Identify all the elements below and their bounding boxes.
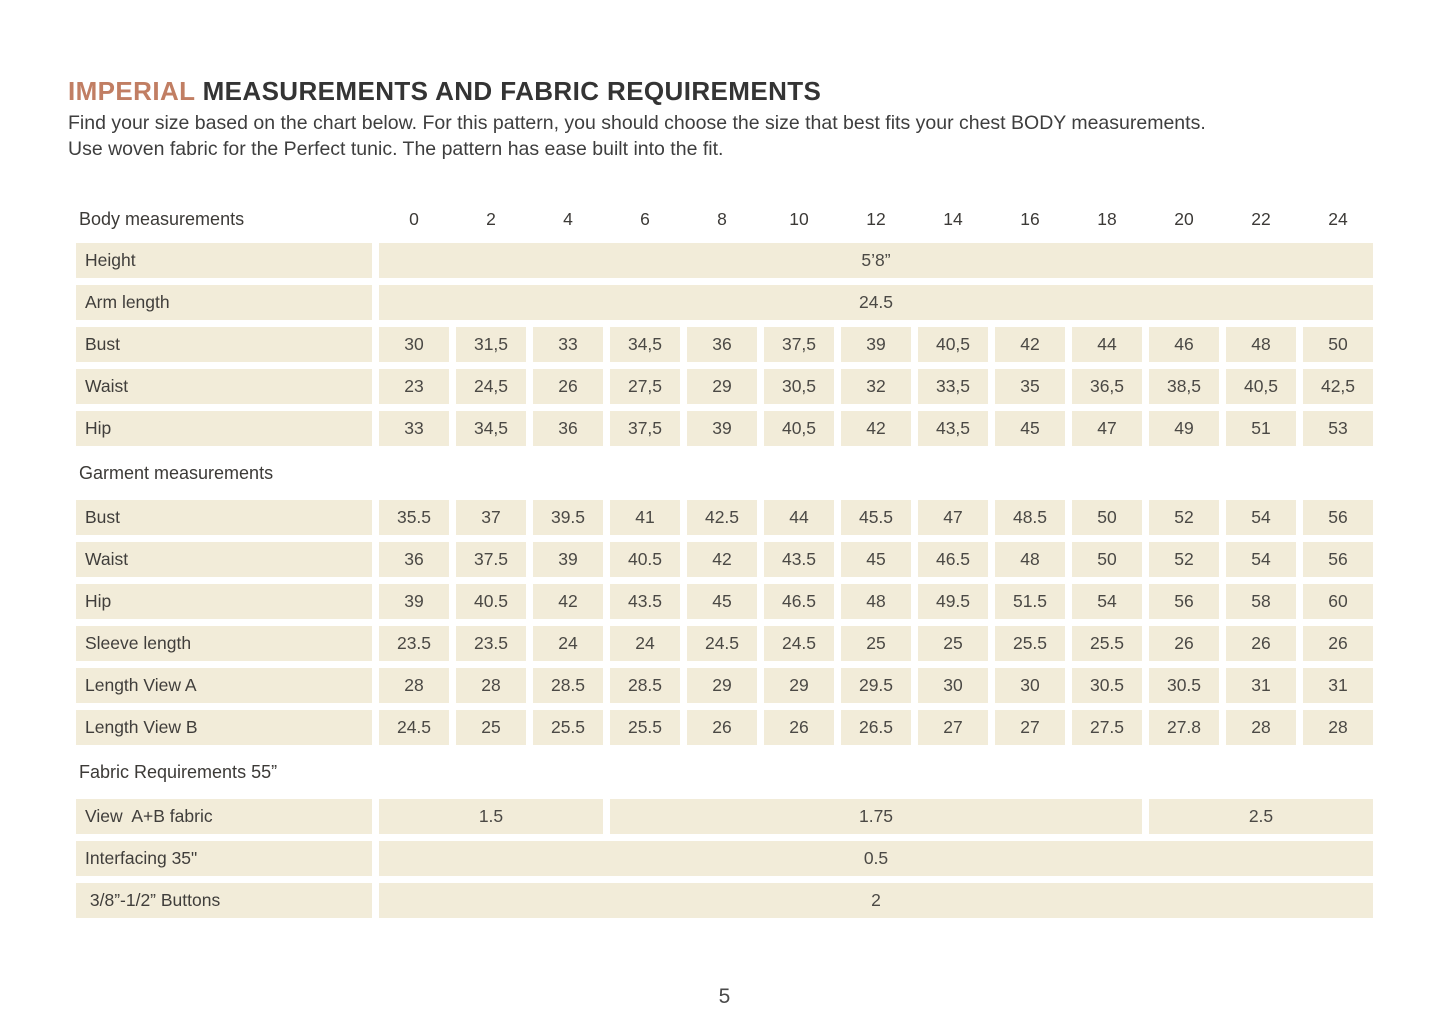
measurement-cell: 26	[1149, 626, 1219, 661]
measurement-cell: 29	[687, 369, 757, 404]
measurement-cell: 28	[379, 668, 449, 703]
measurement-cell: 26	[533, 369, 603, 404]
measurement-cell: 56	[1303, 542, 1373, 577]
measurement-cell: 41	[610, 500, 680, 535]
page-number: 5	[718, 985, 731, 1008]
table-row	[76, 626, 1376, 661]
measurement-cell: 27.8	[1149, 710, 1219, 745]
measurement-cell: 30	[918, 668, 988, 703]
row-label: Sleeve length	[76, 626, 372, 661]
measurement-cell: 39	[533, 542, 603, 577]
table-row	[76, 369, 1376, 404]
measurement-cell: 40,5	[764, 411, 834, 446]
table-row	[76, 710, 1376, 745]
row-label: Hip	[76, 411, 372, 446]
span-cell: 0.5	[379, 841, 1373, 876]
measurement-cell: 36,5	[1072, 369, 1142, 404]
measurement-cell: 27	[995, 710, 1065, 745]
measurement-cell: 51	[1226, 411, 1296, 446]
measurement-cell: 43,5	[918, 411, 988, 446]
size-column-header: 12	[866, 208, 886, 229]
measurement-cell: 27	[918, 710, 988, 745]
table-row	[76, 841, 1376, 876]
measurement-cell: 27,5	[610, 369, 680, 404]
measurement-cell: 37,5	[610, 411, 680, 446]
span-cell: 1.5	[379, 799, 603, 834]
measurement-cell: 28.5	[533, 668, 603, 703]
size-column-header: 14	[943, 208, 963, 229]
row-label: Waist	[76, 369, 372, 404]
measurement-cell: 36	[379, 542, 449, 577]
measurement-cell: 29	[687, 668, 757, 703]
measurement-cell: 56	[1149, 584, 1219, 619]
size-column-header: 0	[409, 208, 419, 229]
page-title	[68, 76, 821, 107]
size-column-header: 10	[789, 208, 809, 229]
measurement-cell: 45	[687, 584, 757, 619]
measurement-cell: 28.5	[610, 668, 680, 703]
measurement-cell: 49	[1149, 411, 1219, 446]
section-header-label: Body measurements	[79, 208, 245, 229]
measurement-cell: 24.5	[764, 626, 834, 661]
measurement-cell: 39	[841, 327, 911, 362]
measurement-cell: 42.5	[687, 500, 757, 535]
measurement-cell: 30.5	[1149, 668, 1219, 703]
size-column-header: 8	[717, 208, 727, 229]
measurement-cell: 42	[533, 584, 603, 619]
row-label: Arm length	[76, 285, 372, 320]
measurement-cell: 34,5	[456, 411, 526, 446]
measurement-cell: 48.5	[995, 500, 1065, 535]
measurement-cell: 29	[764, 668, 834, 703]
measurement-cell: 25	[456, 710, 526, 745]
row-label: Length View B	[76, 710, 372, 745]
measurement-cell: 38,5	[1149, 369, 1219, 404]
measurement-cell: 49.5	[918, 584, 988, 619]
section-header-label: Fabric Requirements 55”	[79, 761, 278, 782]
measurement-cell: 30	[379, 327, 449, 362]
measurement-cell: 48	[841, 584, 911, 619]
measurement-cell: 50	[1072, 542, 1142, 577]
row-label: 3/8”-1/2” Buttons	[76, 883, 372, 918]
measurement-cell: 25.5	[995, 626, 1065, 661]
measurement-cell: 23.5	[379, 626, 449, 661]
size-column-header: 2	[486, 208, 496, 229]
measurement-cell: 39	[379, 584, 449, 619]
measurement-cell: 52	[1149, 542, 1219, 577]
measurement-cell: 43.5	[610, 584, 680, 619]
measurement-cell: 44	[1072, 327, 1142, 362]
size-column-header: 20	[1174, 208, 1194, 229]
size-column-header: 6	[640, 208, 650, 229]
measurement-cell: 25	[841, 626, 911, 661]
table-row	[76, 799, 1376, 834]
span-cell: 2.5	[1149, 799, 1373, 834]
measurement-cell: 44	[764, 500, 834, 535]
measurement-cell: 23	[379, 369, 449, 404]
table-row	[76, 883, 1376, 918]
measurement-cell: 39.5	[533, 500, 603, 535]
measurement-cell: 26	[1226, 626, 1296, 661]
measurement-cell: 25.5	[533, 710, 603, 745]
measurement-cell: 28	[1226, 710, 1296, 745]
span-cell: 2	[379, 883, 1373, 918]
table-row	[76, 584, 1376, 619]
measurement-cell: 30,5	[764, 369, 834, 404]
measurement-cell: 45.5	[841, 500, 911, 535]
page-title-accent: IMPERIAL	[68, 76, 195, 106]
measurement-cell: 58	[1226, 584, 1296, 619]
page-title-rest: MEASUREMENTS AND FABRIC REQUIREMENTS	[194, 76, 822, 106]
row-label: Bust	[76, 327, 372, 362]
measurement-cell: 54	[1226, 542, 1296, 577]
table-row	[76, 542, 1376, 577]
measurement-cell: 39	[687, 411, 757, 446]
span-cell: 1.75	[610, 799, 1142, 834]
measurement-cell: 42	[841, 411, 911, 446]
measurement-cell: 47	[1072, 411, 1142, 446]
measurement-cell: 23.5	[456, 626, 526, 661]
measurement-cell: 30	[995, 668, 1065, 703]
size-column-header: 4	[563, 208, 573, 229]
table-row	[76, 500, 1376, 535]
intro-line-2: Use woven fabric for the Perfect tunic. The pattern has ease built into the fit.	[68, 138, 724, 160]
measurement-cell: 43.5	[764, 542, 834, 577]
section-header-row	[76, 453, 1376, 493]
row-label: View A+B fabric	[76, 799, 372, 834]
measurement-cell: 36	[687, 327, 757, 362]
measurement-cell: 45	[995, 411, 1065, 446]
measurement-cell: 54	[1226, 500, 1296, 535]
measurement-cell: 37	[456, 500, 526, 535]
measurement-cell: 25	[918, 626, 988, 661]
measurement-cell: 54	[1072, 584, 1142, 619]
measurement-cell: 50	[1072, 500, 1142, 535]
intro-paragraph	[68, 110, 1378, 162]
measurement-cell: 37.5	[456, 542, 526, 577]
measurement-cell: 26	[1303, 626, 1373, 661]
measurement-cell: 42,5	[1303, 369, 1373, 404]
measurement-cell: 25.5	[610, 710, 680, 745]
size-column-header: 24	[1328, 208, 1348, 229]
measurement-cell: 31	[1303, 668, 1373, 703]
measurement-cell: 26	[764, 710, 834, 745]
span-cell: 5’8”	[379, 243, 1373, 278]
measurement-cell: 37,5	[764, 327, 834, 362]
measurement-cell: 46.5	[764, 584, 834, 619]
table-row	[76, 327, 1376, 362]
measurement-cell: 42	[995, 327, 1065, 362]
measurement-cell: 32	[841, 369, 911, 404]
measurement-cell: 33,5	[918, 369, 988, 404]
measurement-cell: 24,5	[456, 369, 526, 404]
measurement-cell: 24	[533, 626, 603, 661]
section-header-row	[76, 752, 1376, 792]
measurement-cell: 46	[1149, 327, 1219, 362]
measurement-cell: 28	[456, 668, 526, 703]
measurement-cell: 40,5	[1226, 369, 1296, 404]
measurement-cell: 51.5	[995, 584, 1065, 619]
size-column-header: 22	[1251, 208, 1271, 229]
measurement-cell: 46.5	[918, 542, 988, 577]
measurement-cell: 48	[995, 542, 1065, 577]
measurement-cell: 31	[1226, 668, 1296, 703]
measurement-cell: 25.5	[1072, 626, 1142, 661]
section-header-label: Garment measurements	[79, 462, 274, 483]
size-column-header: 16	[1020, 208, 1040, 229]
measurement-cell: 24	[610, 626, 680, 661]
measurement-cell: 28	[1303, 710, 1373, 745]
measurement-cell: 30.5	[1072, 668, 1142, 703]
measurement-cell: 53	[1303, 411, 1373, 446]
row-label: Length View A	[76, 668, 372, 703]
table-row	[76, 285, 1376, 320]
row-label: Bust	[76, 500, 372, 535]
measurement-cell: 26	[687, 710, 757, 745]
table-row	[76, 411, 1376, 446]
section-header-row	[76, 202, 1376, 236]
measurement-cell: 35.5	[379, 500, 449, 535]
row-label: Interfacing 35"	[76, 841, 372, 876]
table-row	[76, 668, 1376, 703]
row-label: Height	[76, 243, 372, 278]
measurement-cell: 45	[841, 542, 911, 577]
measurement-cell: 24.5	[687, 626, 757, 661]
measurement-cell: 48	[1226, 327, 1296, 362]
measurement-cell: 27.5	[1072, 710, 1142, 745]
intro-line-1: Find your size based on the chart below. For this pattern, you should choose the size that best fits your chest BODY measurements.	[68, 112, 1206, 134]
measurement-cell: 36	[533, 411, 603, 446]
measurement-cell: 40.5	[456, 584, 526, 619]
row-label: Waist	[76, 542, 372, 577]
measurement-cell: 29.5	[841, 668, 911, 703]
row-label: Hip	[76, 584, 372, 619]
measurement-cell: 56	[1303, 500, 1373, 535]
measurement-cell: 33	[379, 411, 449, 446]
measurement-cell: 40,5	[918, 327, 988, 362]
measurement-cell: 52	[1149, 500, 1219, 535]
size-chart-table	[76, 202, 1376, 925]
measurement-cell: 26.5	[841, 710, 911, 745]
measurement-cell: 33	[533, 327, 603, 362]
measurement-cell: 31,5	[456, 327, 526, 362]
measurement-cell: 35	[995, 369, 1065, 404]
table-row	[76, 243, 1376, 278]
measurement-cell: 40.5	[610, 542, 680, 577]
measurement-cell: 42	[687, 542, 757, 577]
measurement-cell: 47	[918, 500, 988, 535]
span-cell: 24.5	[379, 285, 1373, 320]
measurement-cell: 50	[1303, 327, 1373, 362]
measurement-cell: 34,5	[610, 327, 680, 362]
size-column-header: 18	[1097, 208, 1117, 229]
measurement-cell: 24.5	[379, 710, 449, 745]
measurement-cell: 60	[1303, 584, 1373, 619]
